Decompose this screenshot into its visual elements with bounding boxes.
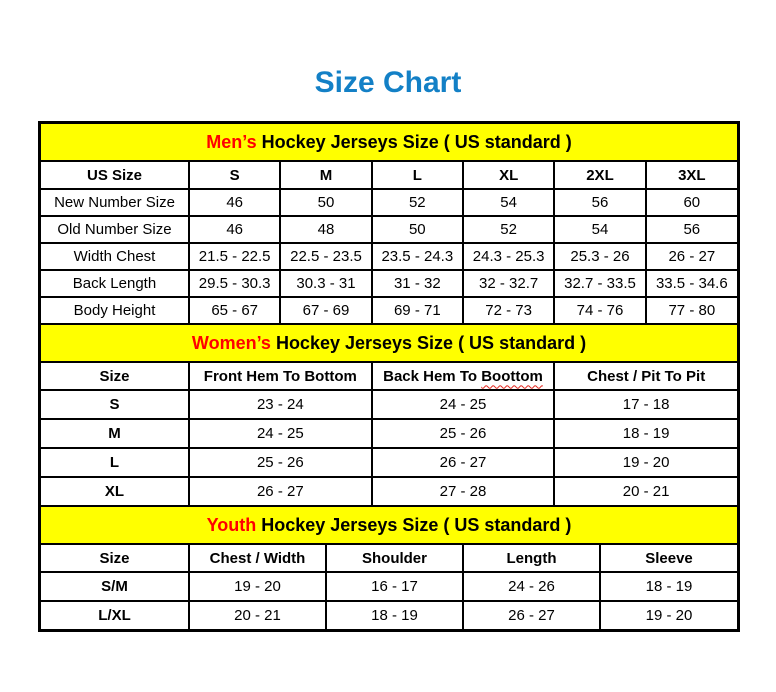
size-value-cell: 23.5 - 24.3: [372, 243, 463, 270]
size-value-cell: 17 - 18: [554, 390, 737, 419]
mens-size-table: [41, 124, 737, 325]
size-value-cell: 46: [189, 189, 280, 216]
table-row: [41, 419, 737, 448]
size-value-cell: 72 - 73: [463, 297, 554, 324]
column-header-cell: US Size: [41, 161, 189, 189]
size-value-cell: 18 - 19: [554, 419, 737, 448]
back-hem-label: Back Hem To: [383, 367, 478, 385]
size-value-cell: 26 - 27: [189, 477, 372, 506]
size-value-cell: 74 - 76: [554, 297, 645, 324]
youth-header-row: [41, 544, 737, 572]
column-header-cell: Size: [41, 362, 189, 390]
size-value-cell: 25.3 - 26: [554, 243, 645, 270]
womens-section-title: [41, 325, 737, 362]
mens-section-band: [41, 124, 737, 161]
column-header-cell: 2XL: [554, 161, 645, 189]
womens-title-rest: Hockey Jerseys Size ( US standard ): [270, 332, 587, 353]
youth-title-rest: Hockey Jerseys Size ( US standard ): [256, 514, 572, 535]
row-label-cell: XL: [41, 477, 189, 506]
size-value-cell: 25 - 26: [372, 419, 555, 448]
table-row: [41, 572, 737, 601]
size-chart: [38, 121, 740, 632]
column-header-cell: Shoulder: [326, 544, 463, 572]
size-value-cell: 30.3 - 31: [280, 270, 371, 297]
size-value-cell: 26 - 27: [463, 601, 600, 629]
size-value-cell: 20 - 21: [554, 477, 737, 506]
row-label-cell: S/M: [41, 572, 189, 601]
size-value-cell: 18 - 19: [326, 601, 463, 629]
size-value-cell: 50: [372, 216, 463, 243]
size-value-cell: 46: [189, 216, 280, 243]
size-value-cell: 77 - 80: [646, 297, 737, 324]
column-header-cell: XL: [463, 161, 554, 189]
row-label-cell: M: [41, 419, 189, 448]
size-value-cell: 24.3 - 25.3: [463, 243, 554, 270]
size-value-cell: 69 - 71: [372, 297, 463, 324]
row-label-cell: Body Height: [41, 297, 189, 324]
size-value-cell: 24 - 25: [372, 390, 555, 419]
size-value-cell: 20 - 21: [189, 601, 326, 629]
size-value-cell: 52: [463, 216, 554, 243]
column-header-cell: Sleeve: [600, 544, 737, 572]
size-value-cell: 65 - 67: [189, 297, 280, 324]
table-row: [41, 243, 737, 270]
column-header-cell: L: [372, 161, 463, 189]
youth-size-table: [41, 507, 737, 629]
row-label-cell: L: [41, 448, 189, 477]
row-label-cell: S: [41, 390, 189, 419]
column-header-cell: Chest / Pit To Pit: [554, 362, 737, 390]
row-label-cell: Back Length: [41, 270, 189, 297]
size-value-cell: 26 - 27: [646, 243, 737, 270]
youth-section-title: [41, 507, 737, 544]
size-value-cell: 26 - 27: [372, 448, 555, 477]
youth-section-band: [41, 507, 737, 544]
table-row: [41, 297, 737, 324]
size-value-cell: 56: [554, 189, 645, 216]
column-header-cell: Front Hem To Bottom: [189, 362, 372, 390]
mens-section-title: [41, 124, 737, 161]
column-header-cell: S: [189, 161, 280, 189]
mens-title-rest: Hockey Jerseys Size ( US standard ): [256, 131, 572, 152]
size-value-cell: 25 - 26: [189, 448, 372, 477]
column-header-cell: M: [280, 161, 371, 189]
table-row: [41, 390, 737, 419]
womens-title-accent: Women’s: [191, 332, 271, 353]
size-value-cell: 48: [280, 216, 371, 243]
column-header-cell: 3XL: [646, 161, 737, 189]
size-value-cell: 54: [554, 216, 645, 243]
column-header-cell: [372, 362, 555, 390]
size-value-cell: 27 - 28: [372, 477, 555, 506]
size-value-cell: 18 - 19: [600, 572, 737, 601]
size-value-cell: 52: [372, 189, 463, 216]
row-label-cell: New Number Size: [41, 189, 189, 216]
size-value-cell: 56: [646, 216, 737, 243]
size-value-cell: 24 - 26: [463, 572, 600, 601]
size-value-cell: 22.5 - 23.5: [280, 243, 371, 270]
size-value-cell: 67 - 69: [280, 297, 371, 324]
size-value-cell: 54: [463, 189, 554, 216]
size-value-cell: 31 - 32: [372, 270, 463, 297]
mens-header-row: [41, 161, 737, 189]
misspelled-word: Boottom: [481, 367, 543, 385]
size-value-cell: 21.5 - 22.5: [189, 243, 280, 270]
table-row: [41, 448, 737, 477]
size-value-cell: 24 - 25: [189, 419, 372, 448]
table-row: [41, 601, 737, 629]
size-value-cell: 29.5 - 30.3: [189, 270, 280, 297]
column-header-cell: Chest / Width: [189, 544, 326, 572]
size-value-cell: 60: [646, 189, 737, 216]
womens-size-table: [41, 325, 737, 507]
table-row: [41, 270, 737, 297]
size-value-cell: 23 - 24: [189, 390, 372, 419]
size-value-cell: 32 - 32.7: [463, 270, 554, 297]
table-row: [41, 477, 737, 506]
table-row: [41, 189, 737, 216]
size-value-cell: 19 - 20: [554, 448, 737, 477]
size-value-cell: 32.7 - 33.5: [554, 270, 645, 297]
size-value-cell: 19 - 20: [600, 601, 737, 629]
mens-title-accent: Men’s: [206, 131, 257, 152]
womens-section-band: [41, 325, 737, 362]
size-value-cell: 50: [280, 189, 371, 216]
row-label-cell: Old Number Size: [41, 216, 189, 243]
page-title: Size Chart: [314, 66, 462, 99]
row-label-cell: L/XL: [41, 601, 189, 629]
row-label-cell: Width Chest: [41, 243, 189, 270]
column-header-cell: Length: [463, 544, 600, 572]
table-row: [41, 216, 737, 243]
size-value-cell: 19 - 20: [189, 572, 326, 601]
size-value-cell: 33.5 - 34.6: [646, 270, 737, 297]
size-value-cell: 16 - 17: [326, 572, 463, 601]
youth-title-accent: Youth: [206, 514, 257, 535]
womens-header-row: [41, 362, 737, 390]
column-header-cell: Size: [41, 544, 189, 572]
